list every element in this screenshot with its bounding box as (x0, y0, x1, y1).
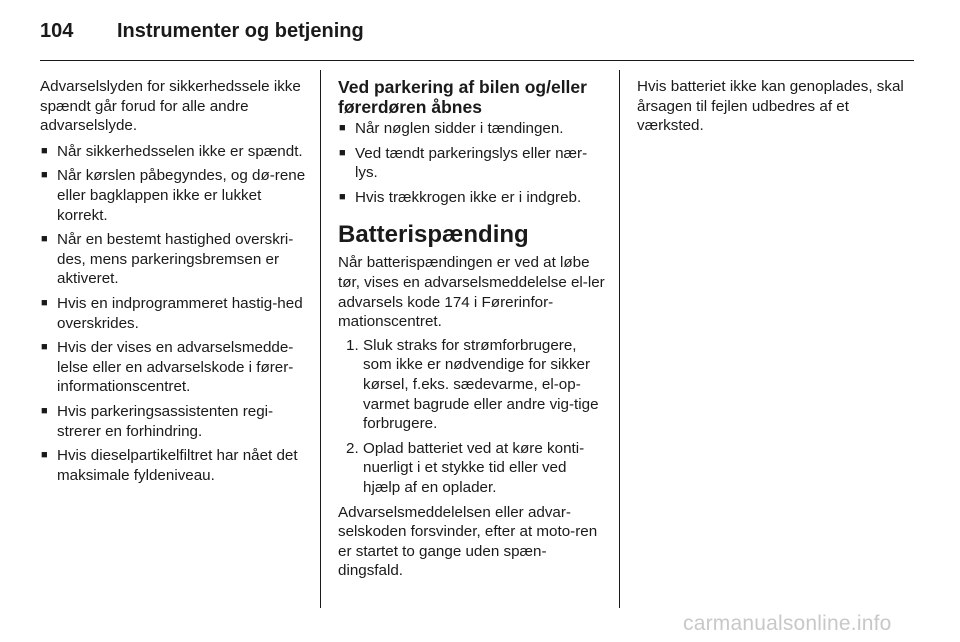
bullet-icon: ■ (41, 449, 48, 462)
watermark: carmanualsonline.info (683, 612, 892, 635)
parking-subheading: Ved parkering af bilen og/eller førerdøren åbnes (338, 77, 587, 117)
list-item: ■ Når sikkerhedsselen ikke er spændt. (41, 142, 303, 160)
bullet-icon: ■ (41, 233, 48, 246)
list-item: ■ Når kørslen påbegyndes, og dø-rene eller bagklappen ikke er lukket korrekt. (41, 167, 306, 224)
list-item: ■ Når nøglen sidder i tændingen. (339, 120, 564, 137)
bullet-icon: ■ (41, 404, 48, 417)
bullet-icon: ■ (41, 144, 48, 157)
list-item: ■ Hvis trækkrogen ikke er i indgreb. (339, 188, 582, 206)
list-item: 1. Sluk straks for strømforbrugere, som ikke er nødvendige for sikker kørsel, f.eks. sædevarme, el-op-varmet bagrude eller andre vig-tige forbrugere. (346, 336, 599, 433)
list-item: ■ Hvis en indprogrammeret hastig-hed overskrides. (41, 294, 303, 332)
column-2 (338, 77, 606, 581)
list-item: ■ Hvis parkeringsassistenten regi-strerer en forhindring. (41, 402, 274, 440)
list-item: ■ Når en bestemt hastighed overskri-des, mens parkeringsbremsen er aktiveret. (41, 231, 294, 288)
bullet-icon: ■ (339, 122, 346, 134)
bullet-icon: ■ (41, 296, 48, 309)
page-title: Instrumenter og betjening (117, 19, 364, 42)
column-divider-2 (619, 70, 620, 608)
intro-paragraph: Advarselslyden for sikkerhedssele ikke spændt går forud for alle andre advarselslyde. (40, 78, 301, 135)
page-number: 104 (40, 19, 74, 42)
column-3 (637, 77, 907, 136)
section-title: Batterispænding (338, 221, 529, 249)
list-item: ■ Hvis dieselpartikelfiltret har nået det maksimale fyldeniveau. (41, 447, 298, 484)
list-item: ■ Hvis der vises en advarselsmedde-lelse eller en advarselskode i fører-informationscentret. (41, 339, 294, 396)
header-rule (40, 60, 914, 61)
bullet-icon: ■ (339, 190, 346, 203)
bullet-icon: ■ (41, 169, 48, 182)
warning-list (40, 142, 308, 486)
page-header (40, 16, 364, 46)
bullet-icon: ■ (41, 341, 48, 354)
bullet-icon: ■ (339, 146, 346, 159)
parking-list (338, 119, 606, 207)
battery-paragraph: Når batterispændingen er ved at løbe tør, vises en advarselsmeddelelse el-ler advarsels kode 174 i Førerinfor-mationscentret. (338, 254, 605, 331)
list-item: 2. Oplad batteriet ved at køre konti-nuerligt i et stykke tid eller ved hjælp af en oplader. (346, 439, 585, 496)
list-item: ■ Ved tændt parkeringslys eller nær-lys. (339, 144, 588, 182)
recharge-paragraph: Hvis batteriet ikke kan genoplades, skal årsagen til fejlen udbedres af et værksted. (637, 78, 904, 135)
column-1 (40, 77, 308, 490)
column-divider-1 (320, 70, 321, 608)
steps-list (338, 336, 606, 498)
warning-clear-paragraph: Advarselsmeddelelsen eller advar-selskoden forsvinder, efter at moto-ren er startet to gange uden spæn-dingsfald. (338, 503, 598, 580)
